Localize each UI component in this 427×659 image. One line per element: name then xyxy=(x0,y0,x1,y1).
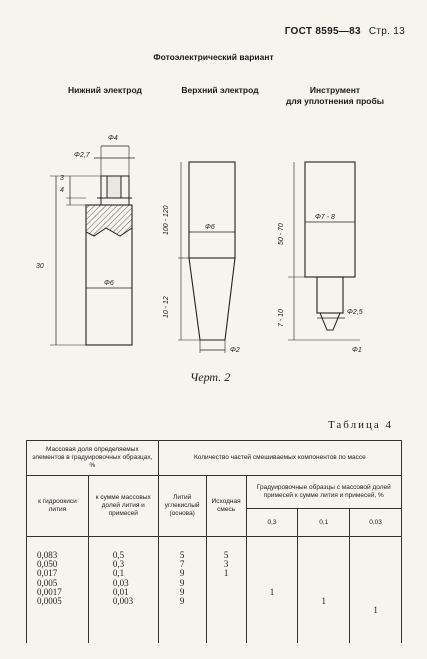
dim-d6b: Φ6 xyxy=(205,224,215,231)
col-initial: 5 3 1 xyxy=(206,537,246,644)
header-quantity: Количество частей смешиваемых компонентов по массе xyxy=(158,441,401,476)
header-graduated: Градуировочные образцы с массовой долей примесей к сумме лития и примесей, % xyxy=(246,476,401,509)
header-lithium: Литий углекислый (основа) xyxy=(158,476,206,537)
gost-number: ГОСТ 8595—83 xyxy=(284,26,361,37)
subheader-01: 0,1 xyxy=(298,509,350,537)
header-initial: Исходная смесь xyxy=(206,476,246,537)
dim-n30: 30 xyxy=(36,263,44,270)
col-hydroxide: 0,083 0,050 0,017 0,005 0,0017 0,0005 xyxy=(27,537,89,644)
label-instrument xyxy=(270,85,400,107)
label-instrument-line2: для уплотнения пробы xyxy=(286,96,384,106)
label-lower-electrode: Нижний электрод xyxy=(68,85,142,95)
dim-h710: 7 - 10 xyxy=(278,309,285,327)
subheader-03: 0,3 xyxy=(246,509,298,537)
header-mass-fraction: Массовая доля определяемых элементов в градуировочных образцах, % xyxy=(27,441,159,476)
dim-d4: Φ4 xyxy=(108,135,118,142)
electrode-drawing xyxy=(0,120,427,370)
page-header xyxy=(285,26,405,37)
dim-d6a: Φ6 xyxy=(104,280,114,287)
section-subtitle: Фотоэлектрический вариант xyxy=(153,52,274,62)
dim-d1: Φ1 xyxy=(352,347,362,354)
dim-n3: 3 xyxy=(60,175,64,182)
dim-d27: Φ2,7 xyxy=(74,152,90,159)
dim-n4: 4 xyxy=(60,187,64,194)
dim-h100: 100 - 120 xyxy=(163,205,170,235)
header-hydroxide: к гидроокиси лития xyxy=(27,476,89,537)
data-table xyxy=(26,440,402,643)
table-row xyxy=(27,537,402,644)
table-title: Таблица 4 xyxy=(327,419,393,431)
label-instrument-line1: Инструмент xyxy=(309,85,361,95)
subheader-003: 0,03 xyxy=(350,509,402,537)
col-grad-01: 1 xyxy=(298,537,350,644)
dim-h5070: 50 - 70 xyxy=(278,223,285,245)
dim-d78: Φ7 - 8 xyxy=(315,214,335,221)
header-sum: к сумме массовых долей лития и примесей xyxy=(88,476,158,537)
dim-d2: Φ2 xyxy=(230,347,240,354)
drawing-caption: Черт. 2 xyxy=(190,370,231,384)
col-sum: 0,5 0,3 0,1 0,03 0,01 0,003 xyxy=(88,537,158,644)
page-number: Стр. 13 xyxy=(368,26,405,37)
upper-electrode-figure xyxy=(178,162,235,353)
label-upper-electrode: Верхний электрод xyxy=(181,85,259,95)
dim-d25: Φ2,5 xyxy=(347,309,363,316)
col-grad-03: 1 xyxy=(246,537,298,644)
dim-h1012: 10 - 12 xyxy=(163,296,170,318)
col-lithium: 5 7 9 9 9 9 xyxy=(158,537,206,644)
col-grad-003: 1 xyxy=(350,537,402,644)
